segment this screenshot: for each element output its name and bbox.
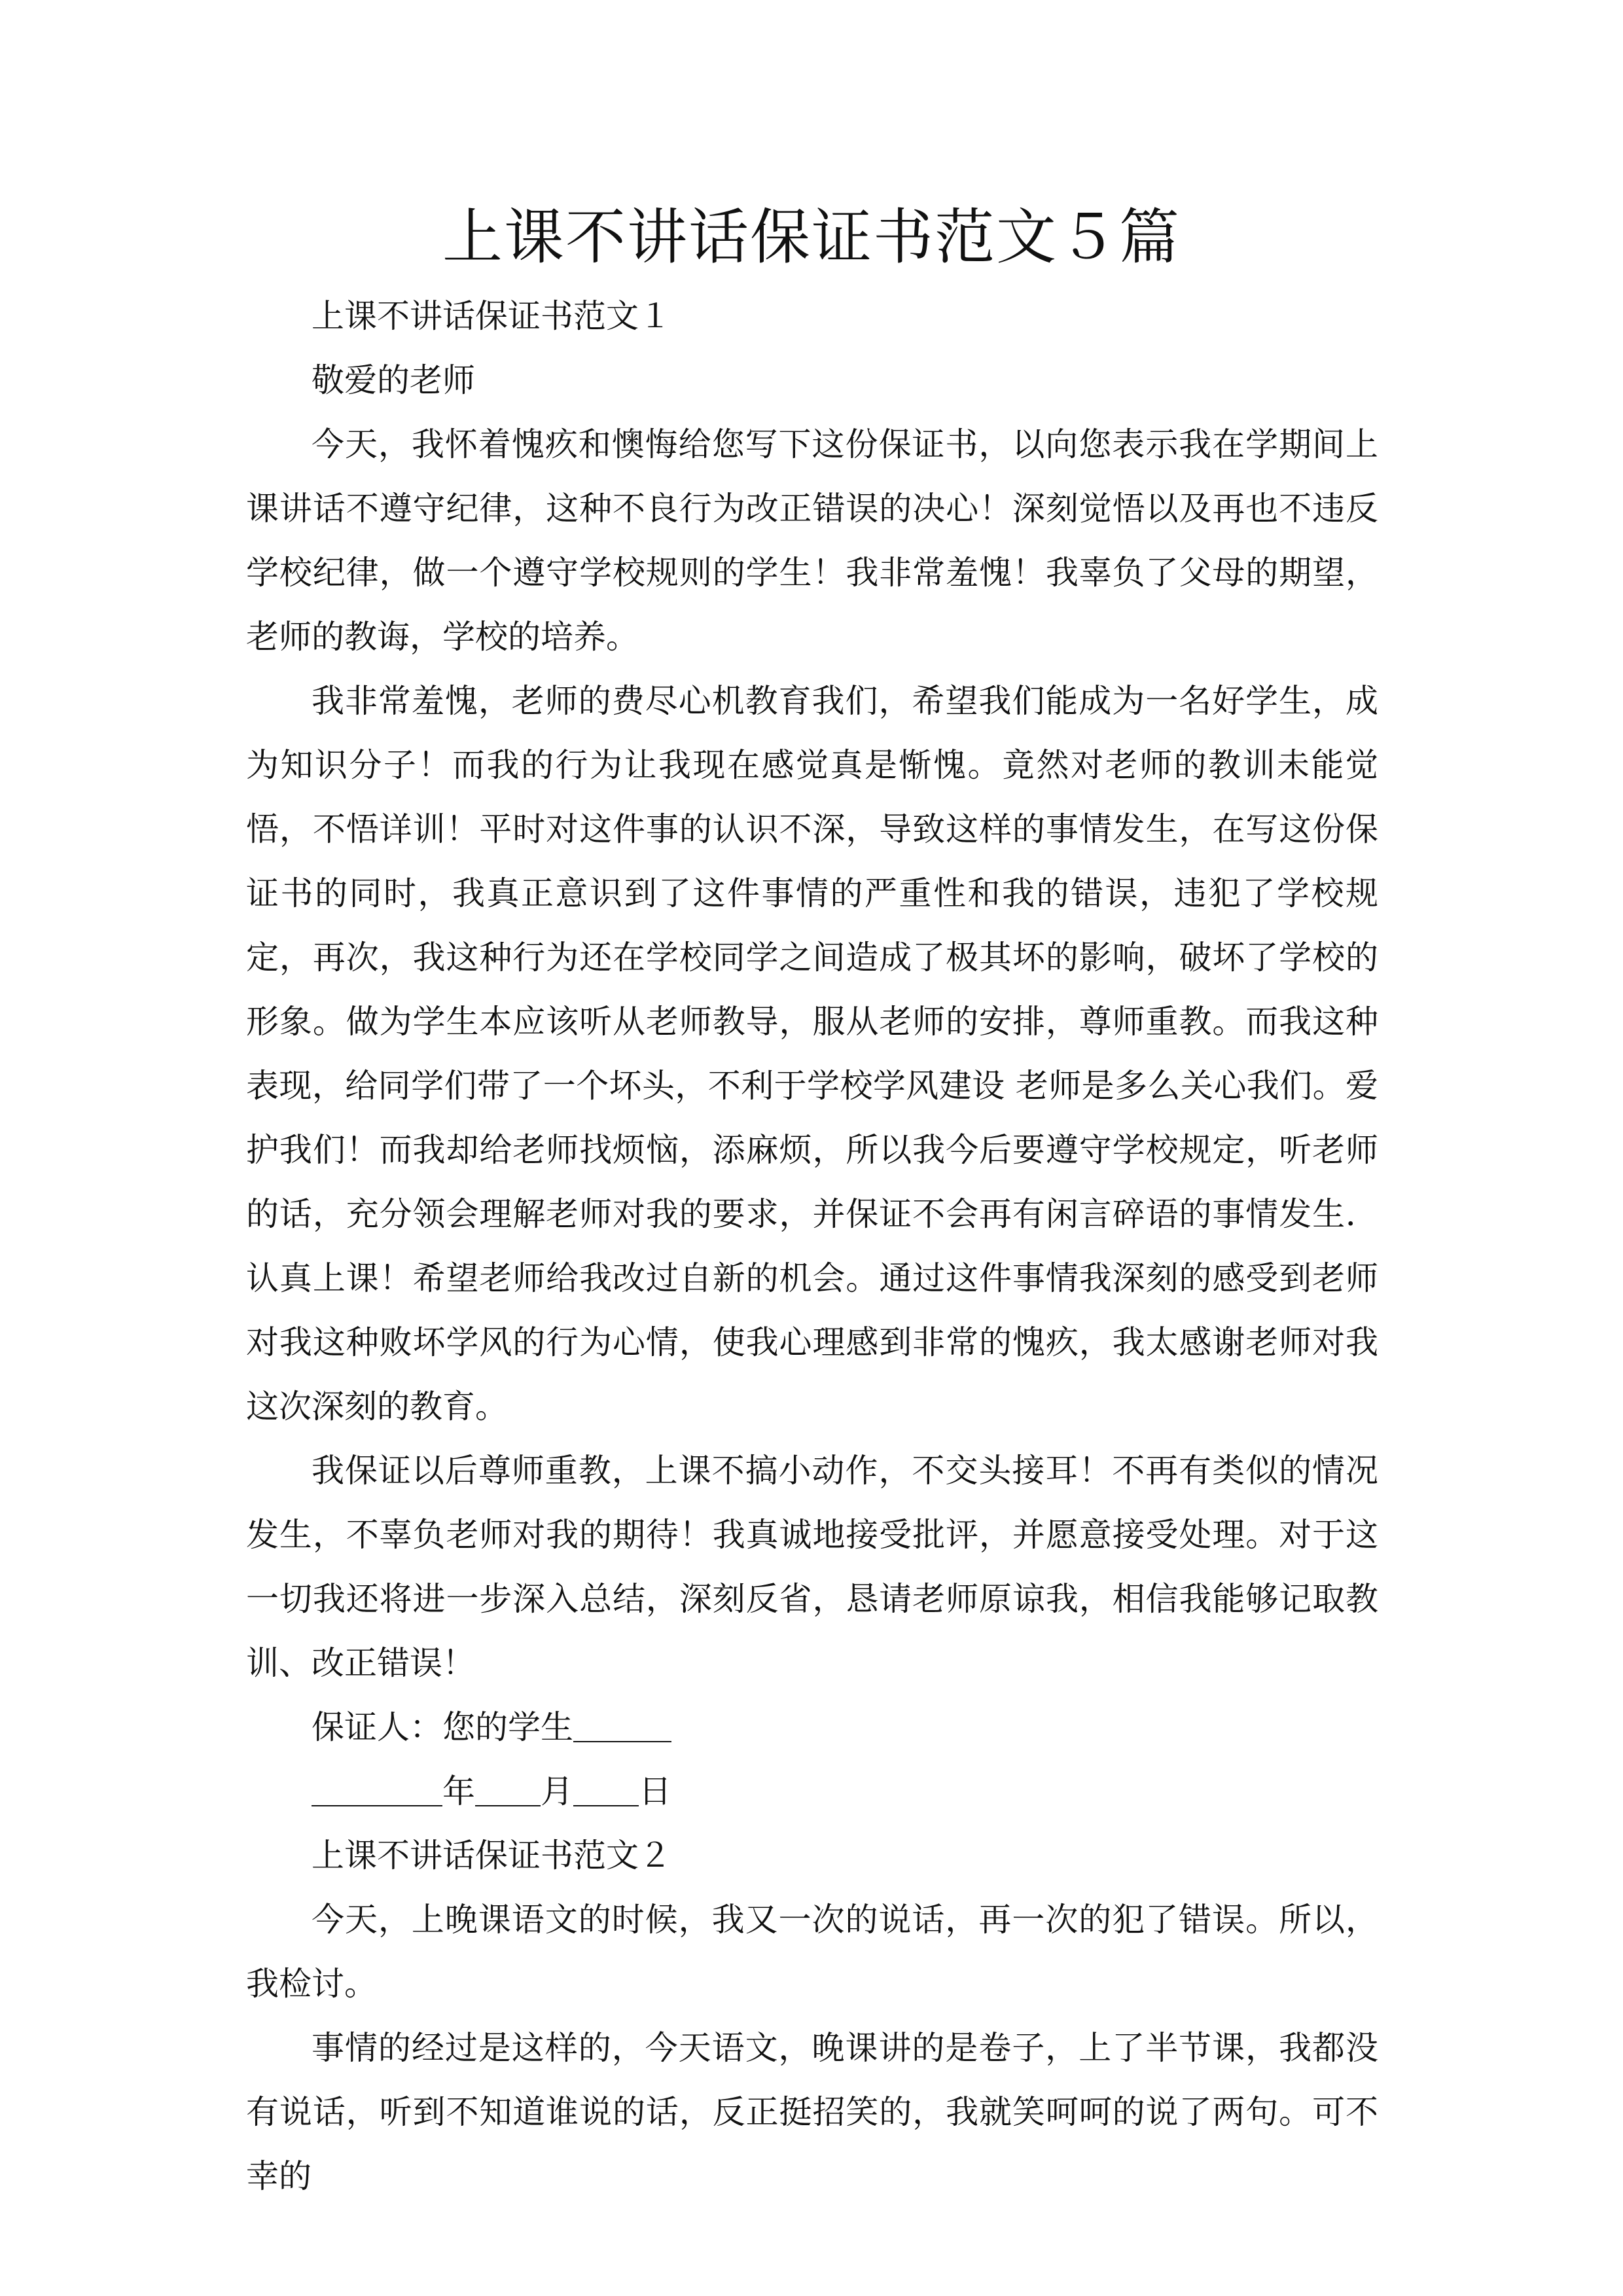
document-body <box>246 284 1378 2208</box>
section-heading-1: 上课不讲话保证书范文１ <box>312 297 671 335</box>
paragraph: 事情的经过是这样的，今天语文，晚课讲的是卷子，上了半节课，我都没有说话，听到不知道谁说的话，反正挺招笑的，我就笑呵呵的说了两句。可不幸的 <box>246 2029 1378 2195</box>
document-title: 上课不讲话保证书范文５篇 <box>442 202 1181 272</box>
date-line: ＿＿＿＿年＿＿月＿＿日 <box>312 1772 671 1810</box>
paragraph: 我保证以后尊师重教，上课不搞小动作，不交头接耳！不再有类似的情况发生，不辜负老师对我的期待！我真诚地接受批评，并愿意接受处理。对于这一切我还将进一步深入总结，深刻反省，恳请老师原谅我，相信我能够记取教训、改正错误！ <box>246 1452 1378 1682</box>
salutation: 敬爱的老师 <box>312 361 475 399</box>
paragraph: 今天，我怀着愧疚和懊悔给您写下这份保证书，以向您表示我在学期间上课讲话不遵守纪律，这种不良行为改正错误的决心！深刻觉悟以及再也不违反学校纪律，做一个遵守学校规则的学生！我非常羞愧！我辜负了父母的期望，老师的教诲，学校的培养。 <box>246 425 1378 656</box>
paragraph: 我非常羞愧，老师的费尽心机教育我们，希望我们能成为一名好学生，成为知识分子！而我的行为让我现在感觉真是惭愧。竟然对老师的教训未能觉悟，不悟详训！平时对这件事的认识不深，导致这样的事情发生，在写这份保证书的同时，我真正意识到了这件事情的严重性和我的错误，违犯了学校规定，再次，我这种行为还在学校同学之间造成了极其坏的影响，破坏了学校的形象。做为学生本应该听从老师教导，服从老师的安排，尊师重教。而我这种表现，给同学们带了一个坏头，不利于学校学风建设 老师是多么关心我们。爱护我们！而我却给老师找烦恼，添麻烦，所以我今后要遵守学校规定，听老师的话，充分领会理解老师对我的要求，并保证不会再有闲言碎语的事情发生．认真上课！希望老师给我改过自新的机会。通过这件事情我深刻的感受到老师对我这种败坏学风的行为心情，使我心理感到非常的愧疚，我太感谢老师对我这次深刻的教育。 <box>246 682 1378 1426</box>
signature-line: 保证人：您的学生＿＿＿ <box>312 1708 671 1746</box>
paragraph: 今天，上晚课语文的时候，我又一次的说话，再一次的犯了错误。所以，我检讨。 <box>246 1901 1378 2003</box>
section-heading-2: 上课不讲话保证书范文２ <box>312 1837 671 1874</box>
